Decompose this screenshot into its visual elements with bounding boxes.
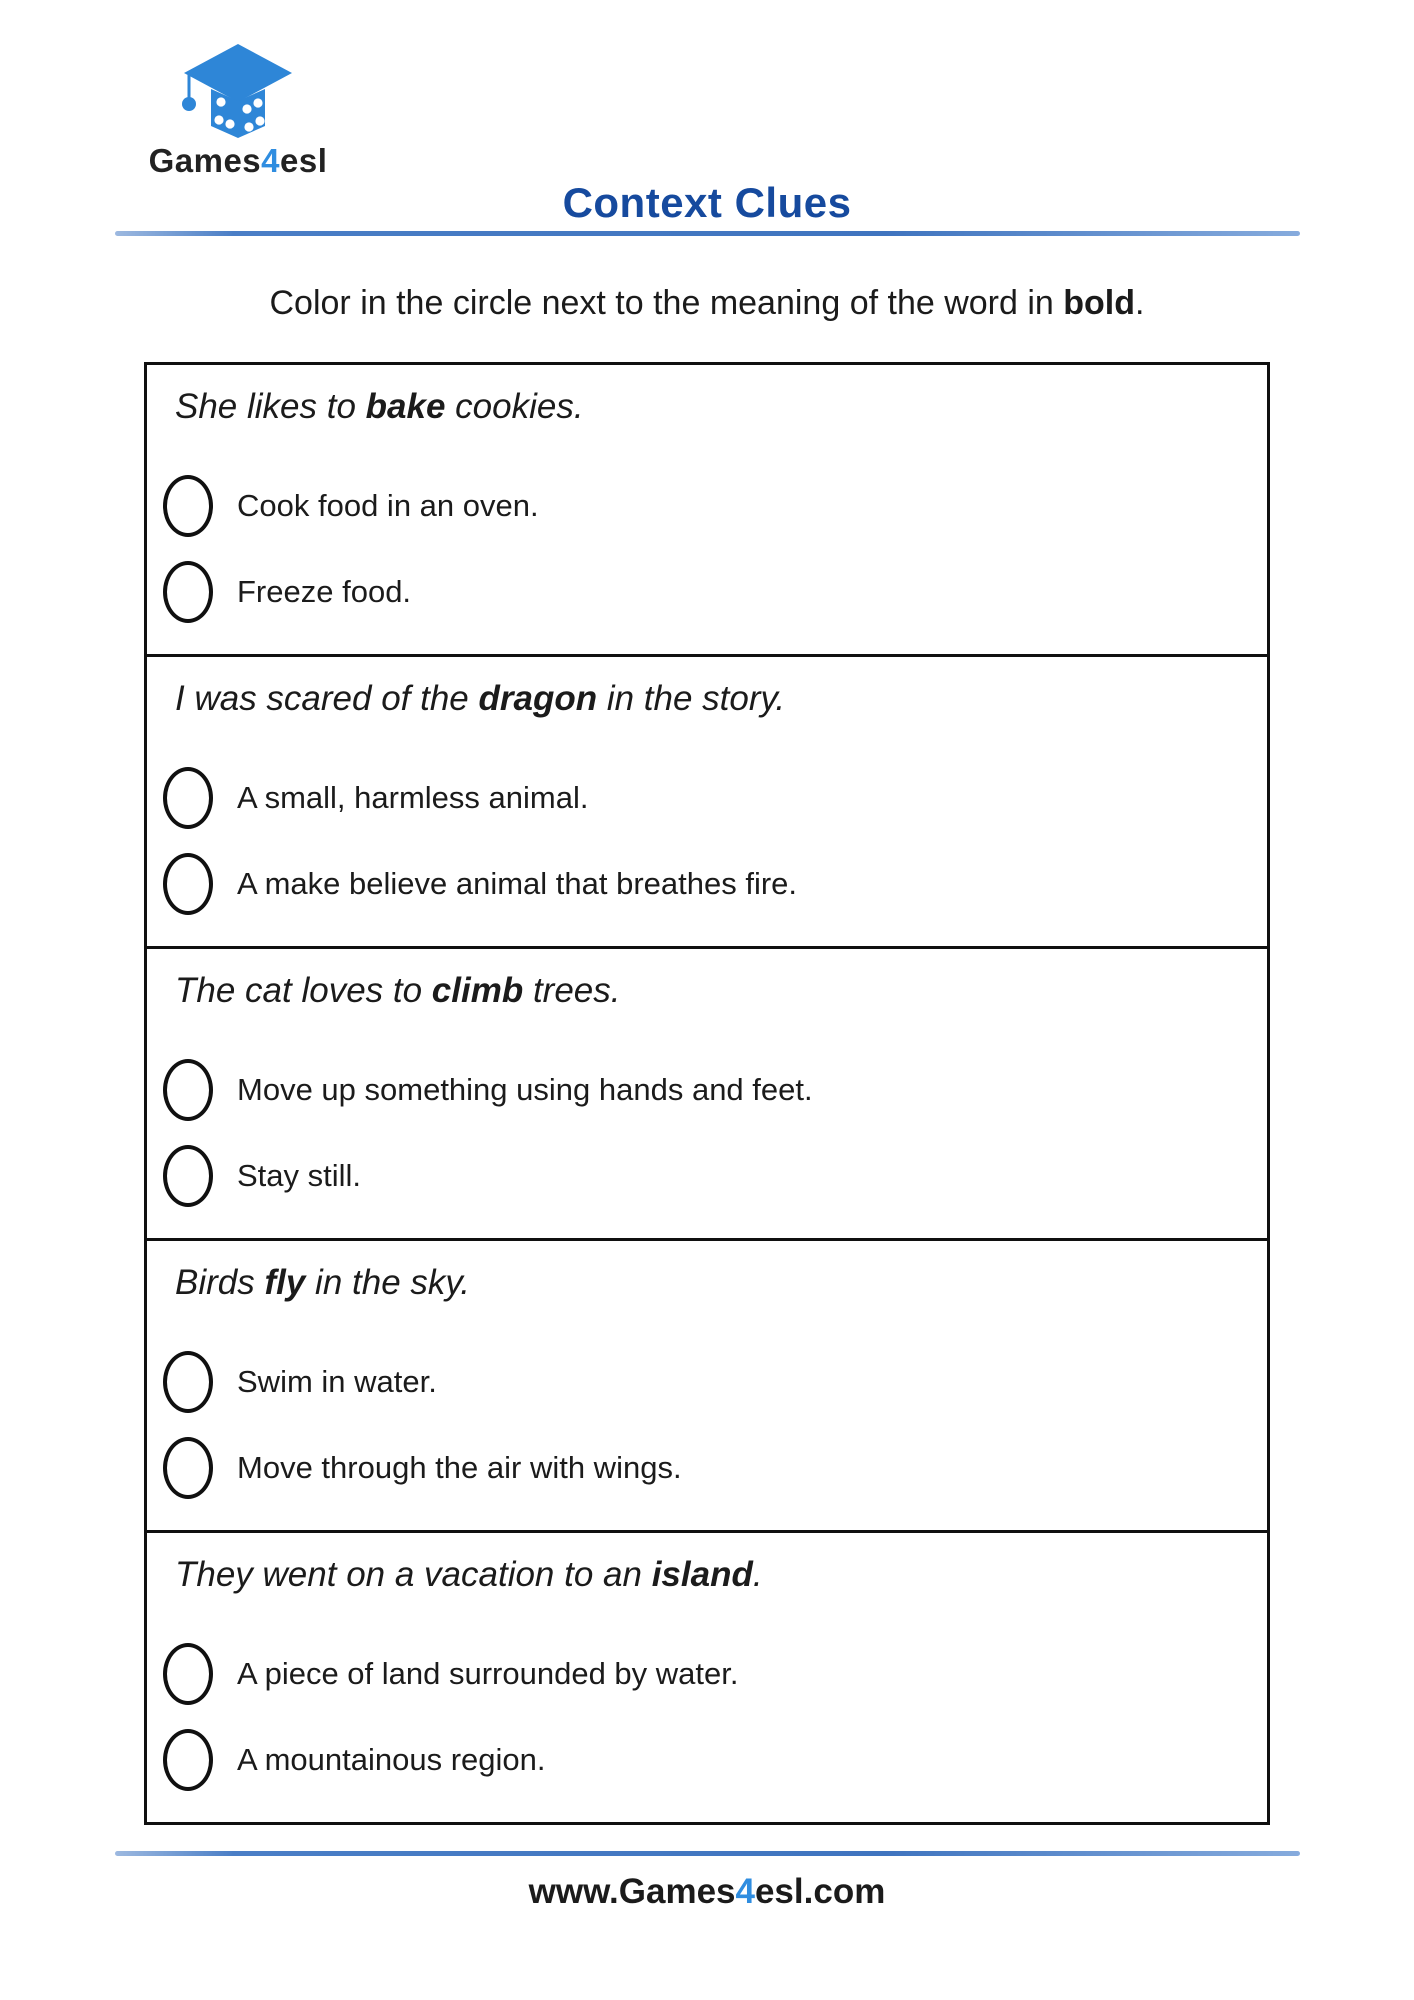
- sentence-prefix: They went on a vacation to an: [175, 1555, 652, 1594]
- answer-option-label: Freeze food.: [237, 574, 412, 609]
- answer-bubble[interactable]: [163, 1059, 213, 1121]
- brand-wordmark: [140, 142, 336, 180]
- brand-prefix: Games: [148, 142, 262, 179]
- question-row: [147, 1238, 1267, 1530]
- question-sentence: [175, 1553, 1247, 1597]
- question-sentence: [175, 677, 1247, 721]
- answer-option: [163, 1351, 1247, 1413]
- page-title: Context Clues: [562, 179, 852, 226]
- sentence-bold-word: climb: [431, 971, 524, 1010]
- graduation-cap-dice-icon: [140, 40, 336, 140]
- answer-bubble[interactable]: [163, 1145, 213, 1207]
- answer-bubble[interactable]: [163, 1437, 213, 1499]
- question-row: [147, 654, 1267, 946]
- footer-url-digit: 4: [735, 1872, 755, 1911]
- sentence-prefix: The cat loves to: [175, 971, 432, 1010]
- sentence-prefix: I was scared of the: [175, 679, 479, 718]
- answer-option-label: Stay still.: [237, 1158, 362, 1193]
- answer-bubble[interactable]: [163, 853, 213, 915]
- sentence-bold-word: bake: [365, 387, 446, 426]
- answer-option: [163, 475, 1247, 537]
- sentence-prefix: Birds: [175, 1263, 265, 1302]
- answer-option: [163, 853, 1247, 915]
- bottom-divider: [115, 1851, 1300, 1856]
- top-divider: [115, 231, 1300, 236]
- answer-bubble[interactable]: [163, 561, 213, 623]
- answer-bubble[interactable]: [163, 1643, 213, 1705]
- sentence-suffix: trees.: [523, 971, 621, 1010]
- answer-option-label: Swim in water.: [237, 1364, 437, 1399]
- answer-bubble[interactable]: [163, 1729, 213, 1791]
- sentence-suffix: cookies.: [445, 387, 584, 426]
- instruction-text: [0, 284, 1414, 323]
- sentence-suffix: .: [752, 1555, 763, 1594]
- answer-option: [163, 767, 1247, 829]
- question-row: [147, 365, 1267, 654]
- answer-option-label: A make believe animal that breathes fire.: [237, 866, 798, 901]
- brand-suffix: esl: [280, 142, 328, 179]
- answer-option: [163, 561, 1247, 623]
- footer-url: [0, 1872, 1414, 1912]
- answer-bubble[interactable]: [163, 475, 213, 537]
- instruction-bold-word: bold: [1063, 284, 1136, 322]
- instruction-suffix: .: [1135, 284, 1145, 322]
- answer-option-label: Move up something using hands and feet.: [237, 1072, 813, 1107]
- answer-option: [163, 1729, 1247, 1791]
- question-sentence: [175, 969, 1247, 1013]
- footer-url-suffix: esl.com: [754, 1872, 886, 1911]
- answer-option-label: A small, harmless animal.: [237, 780, 589, 815]
- sentence-bold-word: island: [651, 1555, 753, 1594]
- answer-bubble[interactable]: [163, 1351, 213, 1413]
- sentence-suffix: in the sky.: [305, 1263, 471, 1302]
- answer-option: [163, 1643, 1247, 1705]
- answer-option: [163, 1437, 1247, 1499]
- question-row: [147, 946, 1267, 1238]
- answer-option-label: A piece of land surrounded by water.: [237, 1656, 739, 1691]
- question-table: [144, 362, 1270, 1825]
- question-sentence: [175, 1261, 1247, 1305]
- sentence-bold-word: dragon: [478, 679, 598, 718]
- brand-digit: 4: [261, 142, 281, 179]
- question-row: [147, 1530, 1267, 1822]
- answer-option-label: Move through the air with wings.: [237, 1450, 682, 1485]
- sentence-bold-word: fly: [264, 1263, 306, 1302]
- instruction-prefix: Color in the circle next to the meaning of the word in: [269, 284, 1064, 322]
- answer-option: [163, 1145, 1247, 1207]
- sentence-suffix: in the story.: [597, 679, 786, 718]
- brand-logo: [140, 40, 336, 180]
- answer-bubble[interactable]: [163, 767, 213, 829]
- sentence-prefix: She likes to: [175, 387, 366, 426]
- question-sentence: [175, 385, 1247, 429]
- footer-url-prefix: www.Games: [528, 1872, 736, 1911]
- answer-option-label: A mountainous region.: [237, 1742, 546, 1777]
- answer-option-label: Cook food in an oven.: [237, 488, 539, 523]
- answer-option: [163, 1059, 1247, 1121]
